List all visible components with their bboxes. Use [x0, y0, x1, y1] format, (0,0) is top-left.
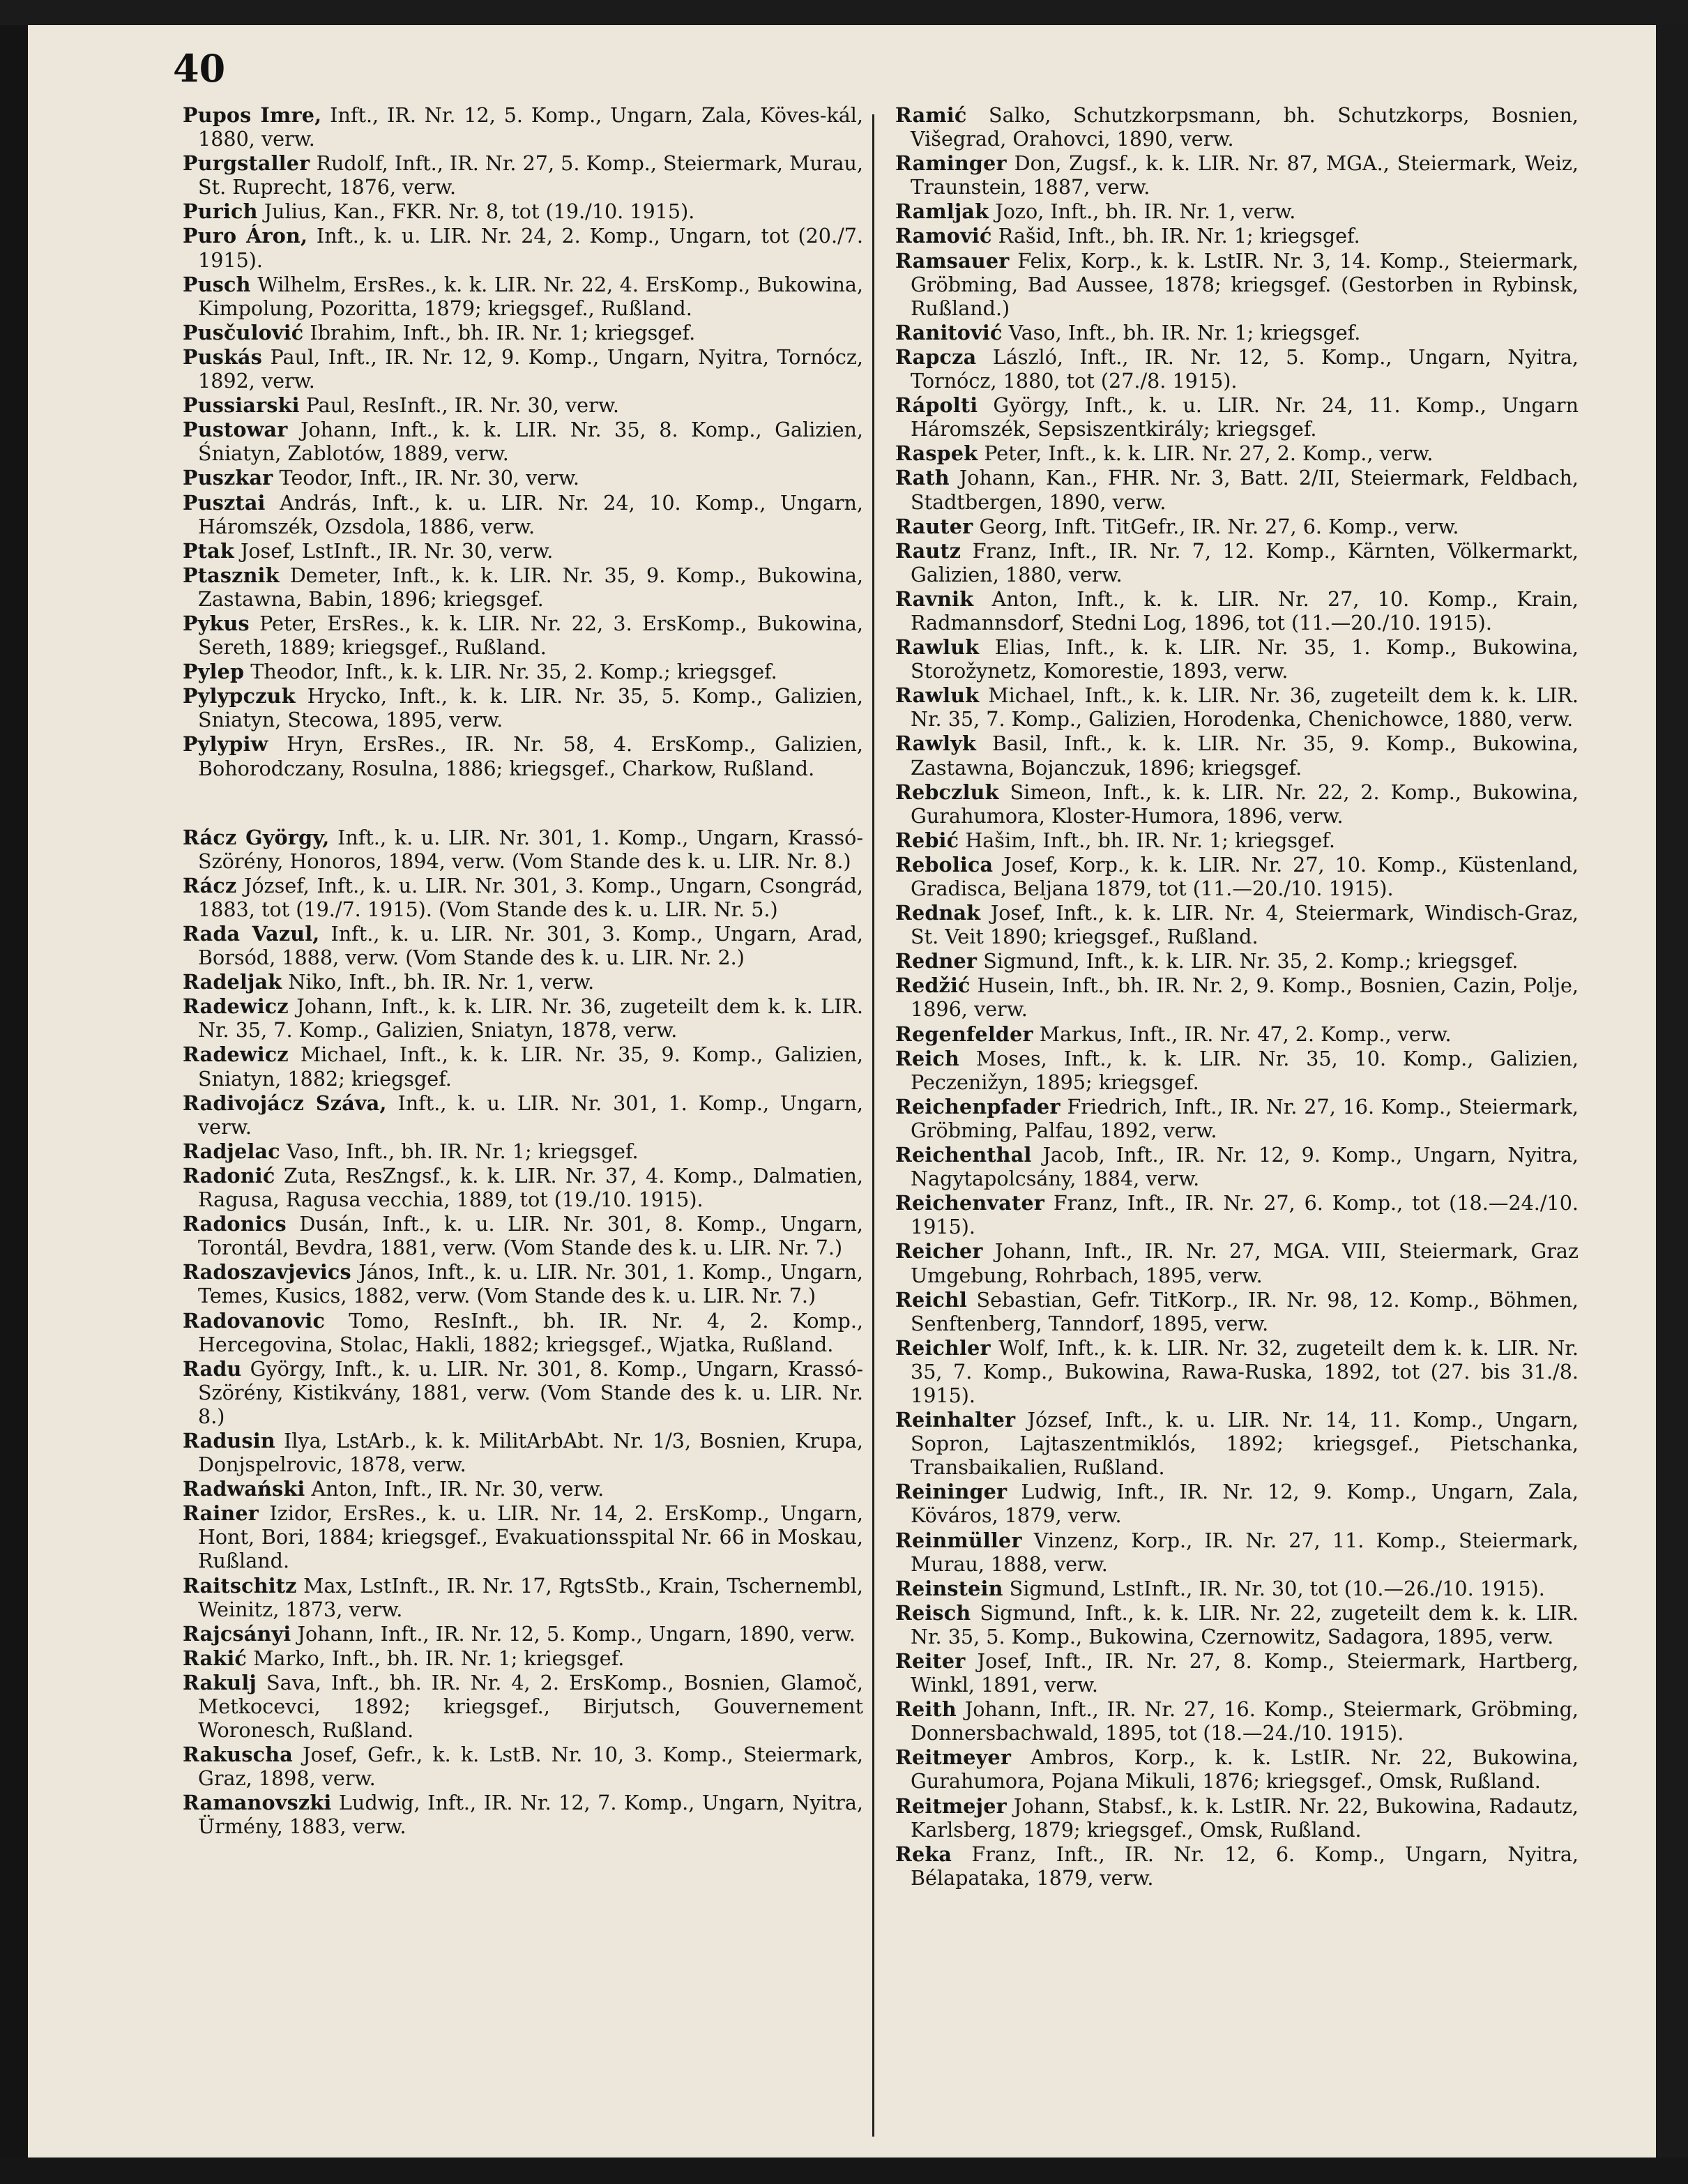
list-item [895, 1697, 1579, 1745]
entry-details: Hašim, Inft., bh. IR. Nr. 1; kriegsgef. [959, 828, 1335, 852]
entry-details: Johann, Stabsf., k. k. LstIR. Nr. 22, Bukowina, Radautz, Karlsberg, 1879; kriegsgef., Omsk, Rußland. [911, 1794, 1579, 1842]
entry-details: Moses, Inft., k. k. LIR. Nr. 35, 10. Komp., Galizien, Peczenižyn, 1895; kriegsgef. [911, 1046, 1579, 1094]
entry-name: Rawluk [895, 683, 980, 708]
list-item [895, 1794, 1579, 1842]
entry-name: Rautz [895, 538, 961, 563]
entry-name: Ramić [895, 103, 967, 127]
entry-details: Jozo, Inft., bh. IR. Nr. 1, verw. [989, 199, 1296, 224]
list-item [183, 1477, 863, 1501]
entry-details: Sigmund, LstInft., IR. Nr. 30, tot (10.—26./10. 1915). [1003, 1576, 1545, 1600]
scan-border-right [1656, 0, 1688, 2184]
list-item [183, 103, 863, 151]
entry-name: Reichenpfader [895, 1094, 1060, 1118]
entry-name: Reinhalter [895, 1408, 1016, 1432]
list-item [895, 1191, 1579, 1238]
list-item [183, 418, 863, 465]
entry-name: Reininger [895, 1480, 1008, 1504]
list-item [183, 321, 863, 344]
list-item [895, 199, 1579, 223]
entry-name: Rajcsányi [183, 1621, 291, 1646]
entry-details: Max, LstInft., IR. Nr. 17, RgtsStb., Krain, Tschernembl, Weinitz, 1873, verw. [198, 1573, 863, 1621]
entry-details: Inft., k. u. LIR. Nr. 24, 2. Komp., Ungarn, tot (20./7. 1915). [198, 224, 863, 272]
entry-details: Wilhelm, ErsRes., k. k. LIR. Nr. 22, 4. ErsKomp., Bukowina, Kimpolung, Pozoritta, 1879; kriegsgef., Rußland. [198, 272, 863, 320]
entry-name: Radu [183, 1356, 242, 1381]
list-item [895, 901, 1579, 948]
list-item [895, 393, 1579, 441]
list-item [183, 1743, 863, 1790]
entry-name: Reichenthal [895, 1143, 1032, 1167]
list-item [895, 1408, 1579, 1479]
entry-name: Reinmüller [895, 1528, 1022, 1552]
entry-name: Purgstaller [183, 151, 310, 176]
list-item [895, 1842, 1579, 1890]
entry-details: Theodor, Inft., k. k. LIR. Nr. 35, 2. Komp.; kriegsgef. [244, 660, 777, 684]
list-item [183, 994, 863, 1042]
entry-name: Rapcza [895, 344, 977, 369]
scan-border-top [0, 0, 1688, 25]
entry-name: Rawlyk [895, 731, 977, 756]
entry-details: Hrycko, Inft., k. k. LIR. Nr. 35, 5. Komp., Galizien, Sniatyn, Stecowa, 1895, verw. [198, 684, 863, 732]
entry-details: Friedrich, Inft., IR. Nr. 27, 16. Komp., Steiermark, Gröbming, Palfau, 1892, verw. [911, 1094, 1579, 1142]
list-item [895, 683, 1579, 731]
entry-name: Radewicz [183, 1042, 289, 1067]
entry-name: Rainer [183, 1501, 259, 1526]
list-item [183, 1791, 863, 1838]
entry-name: Purich [183, 199, 258, 224]
entry-name: Radovanovic [183, 1308, 326, 1333]
list-item [895, 1745, 1579, 1793]
entry-name: Rápolti [895, 393, 978, 418]
entry-details: Ambros, Korp., k. k. LstIR. Nr. 22, Bukowina, Gurahumora, Pojana Mikuli, 1876; kriegsgef., Omsk, Rußland. [911, 1745, 1579, 1794]
entry-name: Rácz György, [183, 825, 330, 849]
entry-details: Vaso, Inft., bh. IR. Nr. 1; kriegsgef. [1002, 320, 1361, 344]
entry-details: Zuta, ResZngsf., k. k. LIR. Nr. 37, 4. Komp., Dalmatien, Ragusa, Ragusa vecchia, 1889, tot (19./10. 1915). [198, 1163, 863, 1212]
entry-details: László, Inft., IR. Nr. 12, 5. Komp., Ungarn, Nyitra, Tornócz, 1880, tot (27./8. 1915). [911, 344, 1579, 393]
entry-name: Ptak [183, 538, 234, 563]
entry-name: Puskás [183, 344, 263, 369]
entry-name: Pusch [183, 272, 251, 296]
list-item [895, 587, 1579, 635]
entry-details: Michael, Inft., k. k. LIR. Nr. 36, zugeteilt dem k. k. LIR. Nr. 35, 7. Komp., Galizien, Horodenka, Chenichowce, 1880, verw. [911, 683, 1579, 731]
list-item [183, 393, 863, 417]
entry-details: József, Inft., k. u. LIR. Nr. 14, 11. Komp., Ungarn, Sopron, Lajtaszentmiklós, 1892; kriegsgef., Pietschanka, Transbaikalien, Rußland. [911, 1408, 1579, 1480]
entry-details: Demeter, Inft., k. k. LIR. Nr. 35, 9. Komp., Bukowina, Zastawna, Babin, 1896; kriegsgef. [198, 563, 863, 611]
entry-details: Simeon, Inft., k. k. LIR. Nr. 22, 2. Komp., Bukowina, Gurahumora, Kloster-Humora, 1896, verw. [911, 780, 1579, 828]
list-item [895, 1601, 1579, 1648]
entry-details: Tomo, ResInft., bh. IR. Nr. 4, 2. Komp., Hercegovina, Stolac, Hakli, 1882; kriegsgef., Wjatka, Rußland. [198, 1308, 863, 1356]
entry-details: Sebastian, Gefr. TitKorp., IR. Nr. 98, 12. Komp., Böhmen, Senftenberg, Tanndorf, 1895, verw. [911, 1287, 1579, 1335]
entry-details: Julius, Kan., FKR. Nr. 8, tot (19./10. 1915). [257, 199, 695, 224]
entry-name: Ravnik [895, 586, 974, 611]
list-item [183, 224, 863, 271]
entry-name: Rauter [895, 514, 973, 538]
entry-name: Ramsauer [895, 248, 1010, 273]
right-column [895, 103, 1579, 1890]
entry-name: Radusin [183, 1428, 275, 1453]
scan-border-left [0, 0, 28, 2184]
entry-name: Reith [895, 1697, 957, 1722]
entry-name: Pylypczuk [183, 684, 296, 708]
list-item [895, 103, 1579, 151]
list-item [183, 273, 863, 320]
list-item [183, 1646, 863, 1670]
list-item [183, 151, 863, 199]
entry-details: Vinzenz, Korp., IR. Nr. 27, 11. Komp., Steiermark, Murau, 1888, verw. [911, 1528, 1579, 1576]
list-item [183, 826, 863, 873]
column-divider [872, 114, 874, 2137]
list-item [895, 466, 1579, 513]
entry-name: Puro Áron, [183, 224, 308, 248]
entry-details: János, Inft., k. u. LIR. Nr. 301, 1. Komp., Ungarn, Temes, Kusics, 1882, verw. (Vom Stande des k. u. LIR. Nr. 7.) [198, 1260, 863, 1308]
entry-name: Ranitović [895, 320, 1003, 344]
list-item [895, 1480, 1579, 1527]
entry-details: Ilya, LstArb., k. k. MilitArbAbt. Nr. 1/3, Bosnien, Krupa, Donjspelrovic, 1878, verw. [198, 1428, 863, 1477]
list-item [895, 1143, 1579, 1190]
entry-name: Pussiarski [183, 393, 300, 418]
entry-details: Michael, Inft., k. k. LIR. Nr. 35, 9. Komp., Galizien, Sniatyn, 1882; kriegsgef. [198, 1042, 863, 1091]
entry-details: Johann, Inft., k. k. LIR. Nr. 36, zugeteilt dem k. k. LIR. Nr. 35, 7. Komp., Galizien, Sniatyn, 1878, verw. [198, 994, 863, 1042]
entry-name: Pustowar [183, 418, 288, 442]
entry-details: Salko, Schutzkorpsmann, bh. Schutzkorps, Bosnien, Višegrad, Orahovci, 1890, verw. [911, 103, 1579, 151]
entry-name: Reka [895, 1842, 952, 1866]
entry-details: András, Inft., k. u. LIR. Nr. 24, 10. Komp., Ungarn, Háromszék, Ozsdola, 1886, verw. [198, 490, 863, 538]
list-item [895, 249, 1579, 320]
entry-name: Regenfelder [895, 1022, 1033, 1046]
list-item [895, 151, 1579, 199]
entry-name: Ramanovszki [183, 1791, 332, 1815]
entry-details: Josef, Inft., k. k. LIR. Nr. 4, Steiermark, Windisch-Graz, St. Veit 1890; kriegsgef., Rußland. [911, 901, 1579, 949]
list-item [183, 1164, 863, 1211]
entry-details: Wolf, Inft., k. k. LIR. Nr. 32, zugeteilt dem k. k. LIR. Nr. 35, 7. Komp., Bukowina, Rawa-Ruska, 1892, tot (27. bis 31./8. 1915). [911, 1335, 1579, 1407]
entry-details: Johann, Inft., k. k. LIR. Nr. 35, 8. Komp., Galizien, Śniatyn, Zablotów, 1889, verw. [198, 418, 863, 466]
entry-details: Izidor, ErsRes., k. u. LIR. Nr. 14, 2. ErsKomp., Ungarn, Hont, Bori, 1884; kriegsgef., Evakuationsspital Nr. 66 in Moskau, Rußland. [198, 1501, 863, 1573]
list-item [895, 780, 1579, 828]
entry-name: Rath [895, 466, 950, 490]
entry-name: Rakulj [183, 1670, 257, 1694]
list-item [895, 1022, 1579, 1046]
entry-name: Reiter [895, 1649, 966, 1673]
list-item [183, 970, 863, 994]
section-gap [183, 781, 863, 826]
entry-name: Redner [895, 949, 978, 973]
entry-details: Ibrahim, Inft., bh. IR. Nr. 1; kriegsgef. [303, 320, 696, 344]
entry-details: Josef, Korp., k. k. LIR. Nr. 27, 10. Komp., Küstenland, Gradisca, Beljana 1879, tot (11.—20./10. 1915). [911, 852, 1579, 900]
entry-name: Redžić [895, 973, 971, 998]
entry-details: György, Inft., k. u. LIR. Nr. 24, 11. Komp., Ungarn Háromszék, Sepsiszentkirály; kriegsgef. [911, 393, 1579, 441]
entry-details: Inft., IR. Nr. 12, 5. Komp., Ungarn, Zala, Köves-kál, 1880, verw. [198, 103, 863, 151]
entry-name: Rácz [183, 873, 237, 897]
list-item [183, 874, 863, 921]
list-item [183, 491, 863, 538]
entry-name: Raitschitz [183, 1573, 297, 1598]
entry-details: Franz, Inft., IR. Nr. 27, 6. Komp., tot (18.—24./10. 1915). [911, 1191, 1579, 1239]
entry-details: Rašid, Inft., bh. IR. Nr. 1; kriegsgef. [991, 224, 1360, 248]
list-item [895, 321, 1579, 344]
list-item [183, 1574, 863, 1621]
entry-details: Paul, ResInft., IR. Nr. 30, verw. [299, 393, 619, 418]
entry-details: Hryn, ErsRes., IR. Nr. 58, 4. ErsKomp., Galizien, Bohorodczany, Rosulna, 1886; kriegsgef., Charkow, Rußland. [198, 732, 863, 780]
entry-details: Markus, Inft., IR. Nr. 47, 2. Komp., verw. [1033, 1022, 1452, 1046]
entry-name: Rednak [895, 901, 981, 925]
list-item [895, 1288, 1579, 1335]
list-item [183, 345, 863, 393]
list-item [183, 660, 863, 683]
list-item [183, 1429, 863, 1476]
entry-name: Rebolica [895, 852, 994, 877]
entry-name: Reitmeyer [895, 1745, 1012, 1770]
list-item [895, 635, 1579, 683]
list-item [895, 1095, 1579, 1142]
entry-name: Reichl [895, 1287, 968, 1312]
list-item [895, 949, 1579, 973]
entry-name: Rawluk [895, 635, 980, 660]
entry-details: Anton, Inft., IR. Nr. 30, verw. [305, 1477, 605, 1501]
list-item [183, 1091, 863, 1139]
list-item [895, 1047, 1579, 1094]
list-item [895, 345, 1579, 393]
entry-details: Josef, Inft., IR. Nr. 27, 8. Komp., Steiermark, Hartberg, Winkl, 1891, verw. [911, 1649, 1579, 1697]
entry-details: Ludwig, Inft., IR. Nr. 12, 9. Komp., Ungarn, Zala, Köváros, 1879, verw. [911, 1480, 1579, 1528]
entry-name: Ramljak [895, 199, 989, 224]
entry-details: György, Inft., k. u. LIR. Nr. 301, 8. Komp., Ungarn, Krassó-Szörény, Kistikvány, 1881, verw. (Vom Stande des k. u. LIR. Nr. 8.) [198, 1356, 863, 1428]
entry-name: Reich [895, 1046, 960, 1070]
entry-details: Husein, Inft., bh. IR. Nr. 2, 9. Komp., Bosnien, Cazin, Polje, 1896, verw. [911, 973, 1579, 1022]
entry-name: Pylep [183, 660, 245, 684]
entry-details: József, Inft., k. u. LIR. Nr. 301, 3. Komp., Ungarn, Csongrád, 1883, tot (19./7. 1915). (Vom Stande des k. u. LIR. Nr. 5.) [198, 873, 863, 921]
entry-name: Pykus [183, 611, 250, 635]
entry-name: Raspek [895, 441, 978, 466]
list-item [183, 922, 863, 969]
list-item [895, 224, 1579, 248]
entry-details: Felix, Korp., k. k. LstIR. Nr. 3, 14. Komp., Steiermark, Gröbming, Bad Aussee, 1878; kriegsgef. (Gestorben in Rybinsk, Rußland.) [911, 248, 1579, 320]
list-item [895, 1336, 1579, 1407]
entry-details: Elias, Inft., k. k. LIR. Nr. 35, 1. Komp., Bukowina, Storožynetz, Komorestie, 1893, verw. [911, 635, 1579, 683]
entry-details: Teodor, Inft., IR. Nr. 30, verw. [273, 466, 579, 490]
list-item [895, 515, 1579, 538]
entry-details: Franz, Inft., IR. Nr. 12, 6. Komp., Ungarn, Nyitra, Bélapataka, 1879, verw. [911, 1842, 1579, 1890]
entry-name: Rakuscha [183, 1743, 293, 1767]
list-item [895, 1239, 1579, 1287]
entry-name: Rakić [183, 1646, 248, 1670]
entry-name: Raminger [895, 151, 1007, 176]
entry-name: Reichler [895, 1335, 991, 1360]
entry-details: Inft., k. u. LIR. Nr. 301, 1. Komp., Ungarn, Krassó-Szörény, Honoros, 1894, verw. (Vom Stande des k. u. LIR. Nr. 8.) [198, 825, 863, 873]
entry-details: Ludwig, Inft., IR. Nr. 12, 7. Komp., Ungarn, Nyitra, Ürmény, 1883, verw. [198, 1791, 863, 1839]
entry-details: Dusán, Inft., k. u. LIR. Nr. 301, 8. Komp., Ungarn, Torontál, Bevdra, 1881, verw. (Vom Stande des k. u. LIR. Nr. 7.) [198, 1212, 863, 1260]
entry-name: Radwański [183, 1477, 305, 1501]
entry-details: Niko, Inft., bh. IR. Nr. 1, verw. [282, 970, 595, 994]
entry-name: Radoszavjevics [183, 1260, 351, 1284]
list-item [183, 466, 863, 490]
entry-name: Ptasznik [183, 563, 280, 587]
left-column [183, 103, 863, 1840]
list-item [895, 539, 1579, 586]
entry-name: Ramović [895, 224, 992, 248]
entry-details: Johann, Inft., IR. Nr. 27, MGA. VIII, Steiermark, Graz Umgebung, Rohrbach, 1895, verw. [911, 1239, 1579, 1287]
entry-details: Vaso, Inft., bh. IR. Nr. 1; kriegsgef. [280, 1139, 639, 1163]
entry-details: Sigmund, Inft., k. k. LIR. Nr. 22, zugeteilt dem k. k. LIR. Nr. 35, 5. Komp., Bukowina, Czernowitz, Sadagora, 1895, verw. [911, 1600, 1579, 1648]
entry-details: Basil, Inft., k. k. LIR. Nr. 35, 9. Komp., Bukowina, Zastawna, Bojanczuk, 1896; kriegsgef. [911, 731, 1579, 780]
list-item [895, 853, 1579, 900]
entry-details: Paul, Inft., IR. Nr. 12, 9. Komp., Ungarn, Nyitra, Tornócz, 1892, verw. [198, 344, 863, 393]
list-item [183, 539, 863, 563]
entry-name: Pusčulović [183, 320, 304, 344]
list-item [895, 731, 1579, 779]
page-number: 40 [173, 46, 226, 91]
list-item [183, 612, 863, 659]
scan-border-bottom [0, 2158, 1688, 2184]
entry-details: Josef, LstInft., IR. Nr. 30, verw. [234, 538, 554, 563]
list-item [895, 1529, 1579, 1576]
entry-name: Pupos Imre, [183, 103, 322, 127]
entry-details: Peter, ErsRes., k. k. LIR. Nr. 22, 3. ErsKomp., Bukowina, Sereth, 1889; kriegsgef., Rußland. [198, 611, 863, 660]
entry-name: Rebić [895, 828, 959, 852]
list-item [895, 1649, 1579, 1697]
entry-name: Radonić [183, 1163, 275, 1188]
entry-name: Radeljak [183, 970, 282, 994]
list-item [895, 828, 1579, 852]
list-item [183, 1042, 863, 1090]
entry-details: Anton, Inft., k. k. LIR. Nr. 27, 10. Komp., Krain, Radmannsdorf, Stedni Log, 1896, tot (11.—20./10. 1915). [911, 586, 1579, 635]
entry-details: Johann, Inft., IR. Nr. 27, 16. Komp., Steiermark, Gröbming, Donnersbachwald, 1895, tot (18.—24./10. 1915). [911, 1697, 1579, 1745]
entry-name: Reichenvater [895, 1191, 1045, 1215]
entry-details: Jacob, Inft., IR. Nr. 12, 9. Komp., Ungarn, Nyitra, Nagytapolcsány, 1884, verw. [911, 1143, 1579, 1191]
entry-details: Franz, Inft., IR. Nr. 7, 12. Komp., Kärnten, Völkermarkt, Galizien, 1880, verw. [911, 538, 1579, 586]
entry-details: Sigmund, Inft., k. k. LIR. Nr. 35, 2. Komp.; kriegsgef. [977, 949, 1519, 973]
entry-details: Inft., k. u. LIR. Nr. 301, 1. Komp., Ungarn, verw. [198, 1091, 863, 1139]
entry-details: Don, Zugsf., k. k. LIR. Nr. 87, MGA., Steiermark, Weiz, Traunstein, 1887, verw. [911, 151, 1579, 199]
list-item [183, 199, 863, 223]
list-item [183, 1622, 863, 1646]
list-item [183, 1671, 863, 1742]
list-item [183, 1260, 863, 1307]
list-item [183, 563, 863, 611]
entry-details: Johann, Kan., FHR. Nr. 3, Batt. 2/II, Steiermark, Feldbach, Stadtbergen, 1890, verw. [911, 466, 1579, 514]
entry-details: Peter, Inft., k. k. LIR. Nr. 27, 2. Komp., verw. [978, 441, 1434, 466]
entry-name: Radewicz [183, 994, 289, 1019]
entry-name: Puszkar [183, 466, 273, 490]
list-item [183, 1212, 863, 1259]
entry-details: Inft., k. u. LIR. Nr. 301, 3. Komp., Ungarn, Arad, Borsód, 1888, verw. (Vom Stande des k. u. LIR. Nr. 2.) [198, 922, 863, 970]
entry-details: Marko, Inft., bh. IR. Nr. 1; kriegsgef. [247, 1646, 625, 1670]
entry-name: Rada Vazul, [183, 922, 320, 946]
entry-details: Sava, Inft., bh. IR. Nr. 4, 2. ErsKomp., Bosnien, Glamoč, Metkocevci, 1892; kriegsgef., Birjutsch, Gouvernement Woronesch, Rußland. [198, 1670, 863, 1743]
list-item [183, 1357, 863, 1428]
list-item [183, 732, 863, 780]
entry-name: Radivojácz Száva, [183, 1091, 387, 1115]
list-item [183, 684, 863, 731]
entry-name: Reisch [895, 1600, 971, 1625]
entry-name: Reinstein [895, 1576, 1003, 1600]
list-item [895, 973, 1579, 1021]
list-item [895, 441, 1579, 465]
entry-name: Pusztai [183, 490, 266, 515]
entry-name: Radjelac [183, 1139, 280, 1163]
list-item [895, 1577, 1579, 1600]
list-item [183, 1501, 863, 1572]
entry-name: Pylypiw [183, 732, 268, 757]
entry-details: Josef, Gefr., k. k. LstB. Nr. 10, 3. Komp., Steiermark, Graz, 1898, verw. [198, 1743, 863, 1791]
entry-details: Georg, Inft. TitGefr., IR. Nr. 27, 6. Komp., verw. [973, 514, 1459, 538]
list-item [183, 1309, 863, 1356]
entry-name: Reicher [895, 1239, 983, 1264]
list-item [183, 1139, 863, 1163]
entry-details: Rudolf, Inft., IR. Nr. 27, 5. Komp., Steiermark, Murau, St. Ruprecht, 1876, verw. [198, 151, 864, 199]
entry-name: Reitmejer [895, 1794, 1007, 1818]
entry-name: Rebczluk [895, 780, 999, 804]
entry-name: Radonics [183, 1212, 287, 1236]
entry-details: Johann, Inft., IR. Nr. 12, 5. Komp., Ungarn, 1890, verw. [291, 1621, 856, 1646]
